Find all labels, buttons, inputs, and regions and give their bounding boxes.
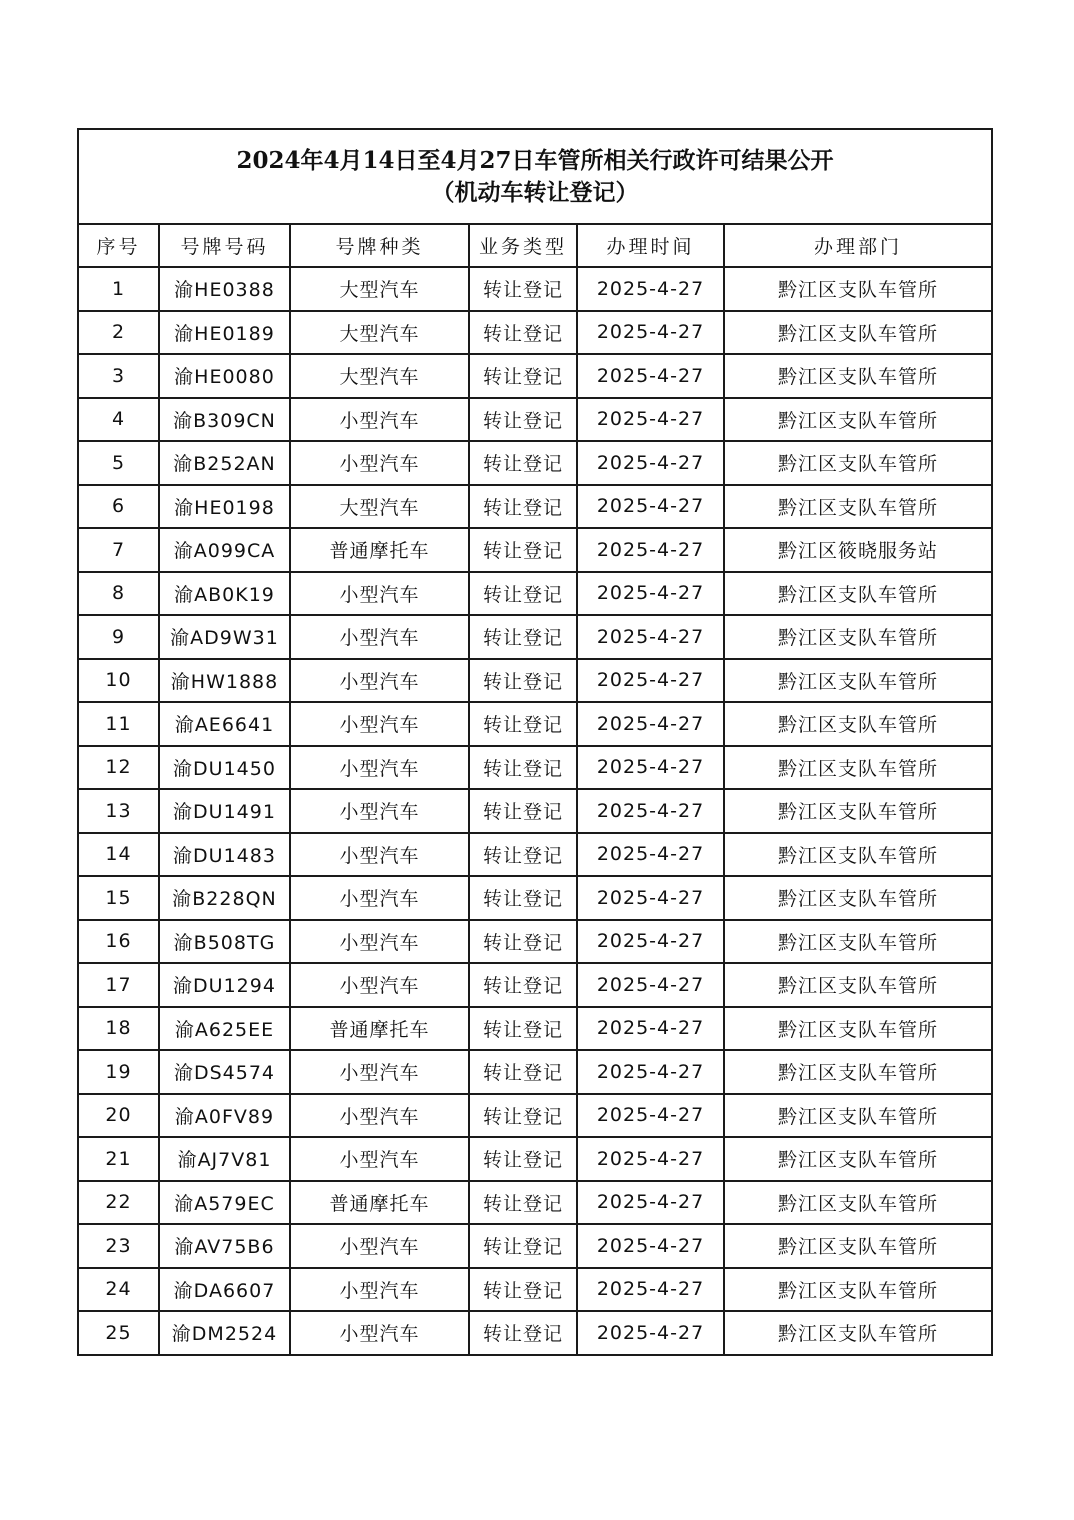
cell-plate-number: 渝HE0189 xyxy=(159,311,290,355)
cell-plate-number: 渝B252AN xyxy=(159,441,290,485)
title-row xyxy=(78,129,992,224)
table-row xyxy=(78,1007,992,1051)
cell-department: 黔江区筱晓服务站 xyxy=(724,528,992,572)
header-row xyxy=(78,224,992,267)
cell-serial: 24 xyxy=(78,1268,159,1312)
cell-process-date: 2025-4-27 xyxy=(577,1050,724,1094)
cell-department: 黔江区支队车管所 xyxy=(724,876,992,920)
cell-plate-number: 渝A0FV89 xyxy=(159,1094,290,1138)
table-body xyxy=(78,267,992,1355)
cell-serial: 15 xyxy=(78,876,159,920)
cell-plate-number: 渝AJ7V81 xyxy=(159,1137,290,1181)
cell-process-date: 2025-4-27 xyxy=(577,311,724,355)
cell-process-date: 2025-4-27 xyxy=(577,1137,724,1181)
cell-plate-type: 小型汽车 xyxy=(290,1224,469,1268)
cell-department: 黔江区支队车管所 xyxy=(724,702,992,746)
cell-serial: 19 xyxy=(78,1050,159,1094)
cell-business-type: 转让登记 xyxy=(469,833,577,877)
cell-plate-number: 渝DA6607 xyxy=(159,1268,290,1312)
cell-department: 黔江区支队车管所 xyxy=(724,1094,992,1138)
cell-serial: 17 xyxy=(78,963,159,1007)
cell-plate-number: 渝HE0198 xyxy=(159,485,290,529)
cell-process-date: 2025-4-27 xyxy=(577,876,724,920)
cell-department: 黔江区支队车管所 xyxy=(724,1137,992,1181)
cell-process-date: 2025-4-27 xyxy=(577,1094,724,1138)
table-row xyxy=(78,1224,992,1268)
table-row xyxy=(78,702,992,746)
cell-serial: 9 xyxy=(78,615,159,659)
cell-plate-number: 渝HW1888 xyxy=(159,659,290,703)
header-department: 办理部门 xyxy=(724,224,992,267)
table-row xyxy=(78,267,992,311)
table-row xyxy=(78,920,992,964)
cell-plate-number: 渝AV75B6 xyxy=(159,1224,290,1268)
cell-plate-type: 小型汽车 xyxy=(290,1050,469,1094)
cell-serial: 23 xyxy=(78,1224,159,1268)
cell-department: 黔江区支队车管所 xyxy=(724,659,992,703)
cell-plate-number: 渝DM2524 xyxy=(159,1311,290,1355)
cell-plate-type: 普通摩托车 xyxy=(290,1007,469,1051)
cell-process-date: 2025-4-27 xyxy=(577,1224,724,1268)
cell-department: 黔江区支队车管所 xyxy=(724,354,992,398)
cell-business-type: 转让登记 xyxy=(469,963,577,1007)
cell-business-type: 转让登记 xyxy=(469,659,577,703)
table-row xyxy=(78,1050,992,1094)
table-row xyxy=(78,659,992,703)
cell-plate-type: 小型汽车 xyxy=(290,963,469,1007)
cell-process-date: 2025-4-27 xyxy=(577,963,724,1007)
cell-business-type: 转让登记 xyxy=(469,1268,577,1312)
cell-plate-number: 渝DU1294 xyxy=(159,963,290,1007)
header-business-type: 业务类型 xyxy=(469,224,577,267)
cell-serial: 22 xyxy=(78,1181,159,1225)
cell-department: 黔江区支队车管所 xyxy=(724,1181,992,1225)
cell-serial: 5 xyxy=(78,441,159,485)
cell-process-date: 2025-4-27 xyxy=(577,659,724,703)
header-plate-number: 号牌号码 xyxy=(159,224,290,267)
cell-department: 黔江区支队车管所 xyxy=(724,615,992,659)
table-row xyxy=(78,398,992,442)
cell-business-type: 转让登记 xyxy=(469,1181,577,1225)
cell-serial: 14 xyxy=(78,833,159,877)
cell-department: 黔江区支队车管所 xyxy=(724,398,992,442)
cell-plate-number: 渝B508TG xyxy=(159,920,290,964)
header-process-date: 办理时间 xyxy=(577,224,724,267)
cell-plate-type: 小型汽车 xyxy=(290,876,469,920)
table-row xyxy=(78,311,992,355)
table-row xyxy=(78,354,992,398)
cell-serial: 25 xyxy=(78,1311,159,1355)
table-row xyxy=(78,1311,992,1355)
cell-business-type: 转让登记 xyxy=(469,267,577,311)
cell-plate-number: 渝A579EC xyxy=(159,1181,290,1225)
cell-serial: 4 xyxy=(78,398,159,442)
cell-plate-number: 渝HE0388 xyxy=(159,267,290,311)
cell-plate-number: 渝AB0K19 xyxy=(159,572,290,616)
cell-department: 黔江区支队车管所 xyxy=(724,963,992,1007)
cell-plate-type: 小型汽车 xyxy=(290,1268,469,1312)
cell-department: 黔江区支队车管所 xyxy=(724,572,992,616)
cell-business-type: 转让登记 xyxy=(469,876,577,920)
cell-plate-type: 小型汽车 xyxy=(290,920,469,964)
cell-process-date: 2025-4-27 xyxy=(577,1311,724,1355)
cell-business-type: 转让登记 xyxy=(469,789,577,833)
cell-business-type: 转让登记 xyxy=(469,746,577,790)
table-row xyxy=(78,615,992,659)
cell-plate-type: 小型汽车 xyxy=(290,441,469,485)
cell-plate-number: 渝A099CA xyxy=(159,528,290,572)
cell-plate-type: 大型汽车 xyxy=(290,354,469,398)
cell-plate-type: 小型汽车 xyxy=(290,572,469,616)
cell-business-type: 转让登记 xyxy=(469,398,577,442)
cell-process-date: 2025-4-27 xyxy=(577,1181,724,1225)
cell-serial: 2 xyxy=(78,311,159,355)
cell-serial: 12 xyxy=(78,746,159,790)
cell-serial: 6 xyxy=(78,485,159,529)
cell-plate-number: 渝DU1450 xyxy=(159,746,290,790)
cell-business-type: 转让登记 xyxy=(469,1311,577,1355)
cell-process-date: 2025-4-27 xyxy=(577,441,724,485)
cell-department: 黔江区支队车管所 xyxy=(724,1007,992,1051)
cell-business-type: 转让登记 xyxy=(469,354,577,398)
cell-plate-type: 普通摩托车 xyxy=(290,1181,469,1225)
cell-serial: 8 xyxy=(78,572,159,616)
cell-process-date: 2025-4-27 xyxy=(577,528,724,572)
table-row xyxy=(78,876,992,920)
cell-business-type: 转让登记 xyxy=(469,702,577,746)
cell-business-type: 转让登记 xyxy=(469,485,577,529)
table-row xyxy=(78,485,992,529)
cell-serial: 21 xyxy=(78,1137,159,1181)
table-row xyxy=(78,528,992,572)
cell-process-date: 2025-4-27 xyxy=(577,485,724,529)
cell-department: 黔江区支队车管所 xyxy=(724,746,992,790)
document-title xyxy=(78,129,992,224)
table-row xyxy=(78,833,992,877)
cell-process-date: 2025-4-27 xyxy=(577,746,724,790)
table-row xyxy=(78,572,992,616)
cell-department: 黔江区支队车管所 xyxy=(724,1268,992,1312)
table-row xyxy=(78,1137,992,1181)
cell-plate-type: 大型汽车 xyxy=(290,485,469,529)
cell-plate-type: 小型汽车 xyxy=(290,659,469,703)
title-line-1: 2024年4月14日至4月27日车管所相关行政许可结果公开 xyxy=(236,146,834,174)
cell-plate-number: 渝AE6641 xyxy=(159,702,290,746)
table-row xyxy=(78,746,992,790)
cell-process-date: 2025-4-27 xyxy=(577,615,724,659)
cell-plate-type: 小型汽车 xyxy=(290,833,469,877)
cell-department: 黔江区支队车管所 xyxy=(724,1050,992,1094)
table-row xyxy=(78,441,992,485)
table-row xyxy=(78,789,992,833)
registration-table xyxy=(77,128,993,1356)
cell-business-type: 转让登记 xyxy=(469,441,577,485)
cell-business-type: 转让登记 xyxy=(469,615,577,659)
cell-business-type: 转让登记 xyxy=(469,1137,577,1181)
cell-process-date: 2025-4-27 xyxy=(577,1268,724,1312)
cell-department: 黔江区支队车管所 xyxy=(724,1224,992,1268)
cell-department: 黔江区支队车管所 xyxy=(724,485,992,529)
cell-plate-type: 小型汽车 xyxy=(290,1311,469,1355)
cell-plate-type: 小型汽车 xyxy=(290,398,469,442)
cell-plate-type: 小型汽车 xyxy=(290,1094,469,1138)
cell-serial: 16 xyxy=(78,920,159,964)
cell-department: 黔江区支队车管所 xyxy=(724,311,992,355)
cell-process-date: 2025-4-27 xyxy=(577,572,724,616)
cell-business-type: 转让登记 xyxy=(469,1224,577,1268)
cell-process-date: 2025-4-27 xyxy=(577,833,724,877)
cell-serial: 10 xyxy=(78,659,159,703)
cell-plate-type: 小型汽车 xyxy=(290,746,469,790)
table-row xyxy=(78,1181,992,1225)
cell-plate-number: 渝HE0080 xyxy=(159,354,290,398)
cell-department: 黔江区支队车管所 xyxy=(724,267,992,311)
cell-business-type: 转让登记 xyxy=(469,528,577,572)
cell-process-date: 2025-4-27 xyxy=(577,267,724,311)
cell-process-date: 2025-4-27 xyxy=(577,789,724,833)
cell-plate-type: 小型汽车 xyxy=(290,1137,469,1181)
cell-process-date: 2025-4-27 xyxy=(577,398,724,442)
cell-business-type: 转让登记 xyxy=(469,572,577,616)
cell-department: 黔江区支队车管所 xyxy=(724,833,992,877)
cell-plate-type: 大型汽车 xyxy=(290,311,469,355)
cell-plate-number: 渝A625EE xyxy=(159,1007,290,1051)
cell-plate-type: 大型汽车 xyxy=(290,267,469,311)
table-row xyxy=(78,963,992,1007)
cell-department: 黔江区支队车管所 xyxy=(724,1311,992,1355)
cell-serial: 11 xyxy=(78,702,159,746)
cell-business-type: 转让登记 xyxy=(469,920,577,964)
cell-serial: 7 xyxy=(78,528,159,572)
cell-plate-number: 渝DS4574 xyxy=(159,1050,290,1094)
title-line-2: （机动车转让登记） xyxy=(431,178,639,206)
cell-process-date: 2025-4-27 xyxy=(577,1007,724,1051)
cell-business-type: 转让登记 xyxy=(469,1050,577,1094)
cell-process-date: 2025-4-27 xyxy=(577,702,724,746)
cell-serial: 3 xyxy=(78,354,159,398)
header-serial: 序号 xyxy=(78,224,159,267)
cell-plate-type: 小型汽车 xyxy=(290,789,469,833)
cell-process-date: 2025-4-27 xyxy=(577,354,724,398)
cell-business-type: 转让登记 xyxy=(469,1094,577,1138)
cell-serial: 13 xyxy=(78,789,159,833)
cell-plate-number: 渝DU1491 xyxy=(159,789,290,833)
table-row xyxy=(78,1268,992,1312)
cell-plate-number: 渝B228QN xyxy=(159,876,290,920)
cell-department: 黔江区支队车管所 xyxy=(724,920,992,964)
header-plate-type: 号牌种类 xyxy=(290,224,469,267)
cell-serial: 20 xyxy=(78,1094,159,1138)
cell-business-type: 转让登记 xyxy=(469,1007,577,1051)
cell-serial: 18 xyxy=(78,1007,159,1051)
cell-business-type: 转让登记 xyxy=(469,311,577,355)
cell-plate-type: 小型汽车 xyxy=(290,615,469,659)
cell-department: 黔江区支队车管所 xyxy=(724,441,992,485)
cell-plate-type: 普通摩托车 xyxy=(290,528,469,572)
cell-process-date: 2025-4-27 xyxy=(577,920,724,964)
cell-plate-number: 渝B309CN xyxy=(159,398,290,442)
cell-plate-type: 小型汽车 xyxy=(290,702,469,746)
cell-plate-number: 渝DU1483 xyxy=(159,833,290,877)
table-row xyxy=(78,1094,992,1138)
cell-serial: 1 xyxy=(78,267,159,311)
cell-department: 黔江区支队车管所 xyxy=(724,789,992,833)
cell-plate-number: 渝AD9W31 xyxy=(159,615,290,659)
